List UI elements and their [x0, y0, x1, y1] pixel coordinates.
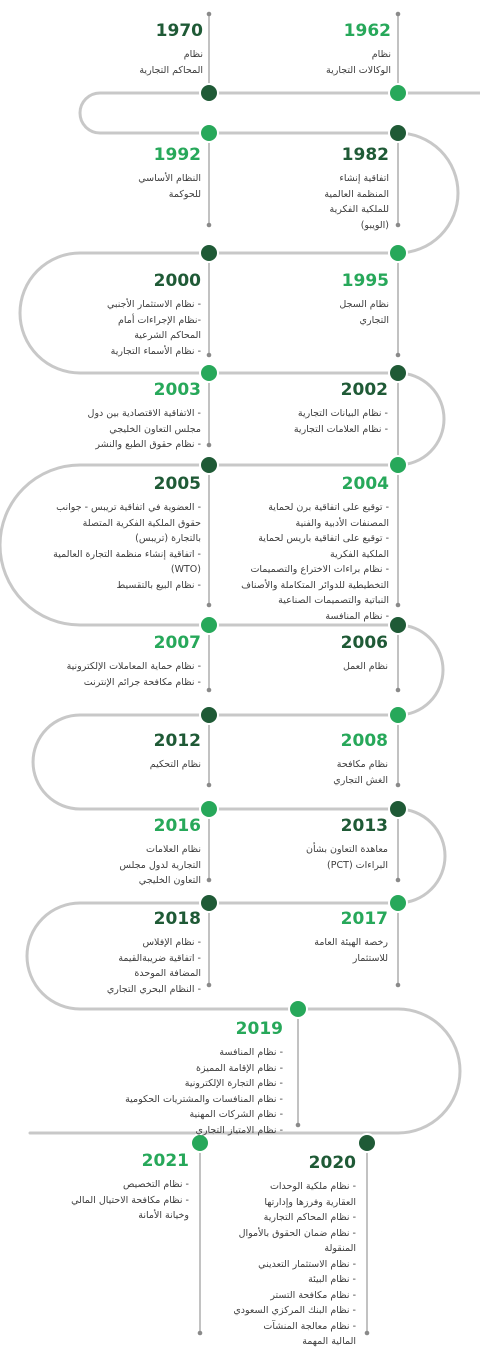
- entry-text-line: - نظام المنافسات والمشتريات الحكومية: [125, 1093, 283, 1105]
- entry-text-line: - نظام مكافحة الاحتيال المالي: [71, 1194, 189, 1206]
- entry-text-line: نظام: [371, 49, 391, 60]
- entry-year: 1982: [341, 145, 389, 165]
- entry-text-line: - نظام الشركات المهنية: [189, 1109, 283, 1120]
- entry-text-line: المحاكم التجارية: [139, 64, 203, 76]
- entry-text-line: - نظام المنافسة: [219, 1047, 283, 1058]
- milestone-dot: [390, 85, 406, 101]
- timeline-entry-1992: [138, 144, 201, 202]
- entry-text-line: الغش التجاري: [333, 774, 388, 786]
- connector-end-dot: [207, 983, 212, 988]
- entry-text-line: - نظام الإفلاس: [142, 937, 201, 948]
- entry-text-line: (الويبو): [360, 219, 389, 231]
- entry-text-line: - نظام حماية المعاملات الإلكترونية: [66, 661, 201, 672]
- entry-text-line: التجاري: [359, 314, 389, 326]
- entry-text-line: نظام: [183, 49, 203, 60]
- entry-text-line: مجلس التعاون الخليجي: [109, 423, 201, 435]
- connector-end-dot: [396, 983, 401, 988]
- timeline-entry-2013: [306, 815, 388, 873]
- connector-end-dot: [207, 603, 212, 608]
- entry-text-line: - نظام حقوق الطبع والنشر: [95, 439, 201, 450]
- entry-text-line: الوكالات التجارية: [326, 64, 391, 76]
- connector-end-dot: [207, 12, 212, 17]
- entry-text-line: - نظام الاستثمار التعديني: [258, 1258, 356, 1270]
- timeline-entry-2007: [67, 632, 201, 690]
- entry-text-line: المحاكم الشرعية: [134, 330, 201, 341]
- milestone-dot: [201, 617, 217, 633]
- connector-end-dot: [396, 12, 401, 17]
- connector-end-dot: [207, 443, 212, 448]
- milestone-dot: [201, 125, 217, 141]
- entry-text-line: نظام التحكيم: [149, 759, 201, 770]
- entry-year: 2008: [340, 731, 388, 751]
- entry-text-line: - نظام البنك المركزي السعودي: [233, 1305, 356, 1316]
- milestone-dot: [201, 707, 217, 723]
- connector-end-dot: [396, 353, 401, 358]
- entry-text-line: الملكية الفكرية: [330, 548, 389, 560]
- entry-text-line: حقوق الملكية الفكرية المتصلة: [82, 517, 201, 529]
- connector-end-dot: [207, 688, 212, 693]
- entry-text-line: المنقولة: [324, 1243, 356, 1254]
- milestone-dot: [390, 617, 406, 633]
- entry-text-line: - نظام المنافسة: [325, 610, 389, 622]
- entry-text-line: - توقيع على اتفاقية باريس لحماية: [258, 533, 389, 544]
- entry-text-line: - نظام الاستثمار الأجنبي: [106, 299, 201, 310]
- entry-text-line: البراءات (PCT): [327, 859, 388, 871]
- timeline-entry-2017: [314, 908, 388, 966]
- connector-end-dot: [365, 1331, 370, 1336]
- entry-text-line: المضافة الموحدة: [134, 968, 201, 979]
- entry-year: 2004: [341, 474, 389, 494]
- entry-year: 2007: [153, 633, 201, 653]
- entry-text-line: - نظام الإقامة المميزة: [196, 1062, 283, 1074]
- entry-text-line: - نظام التجارة الإلكترونية: [184, 1078, 283, 1089]
- entry-text-line: - العضوية في اتفاقية تريبس - جوانب: [56, 502, 201, 513]
- connector-end-dot: [207, 878, 212, 883]
- entry-year: 2005: [153, 474, 201, 494]
- timeline-entry-2003: [88, 379, 201, 453]
- timeline-entry-2012: [150, 730, 201, 773]
- entry-text-line: المصنفات الأدبية والفنية: [295, 517, 389, 529]
- entry-text-line: وخيانة الأمانة: [138, 1210, 189, 1221]
- milestone-dot: [390, 707, 406, 723]
- milestone-dot: [290, 1001, 306, 1017]
- timeline-entry-1970: [139, 20, 203, 78]
- entry-text-line: - نظام مكافحة التستر: [270, 1289, 356, 1301]
- milestone-dot: [359, 1135, 375, 1151]
- entry-text-line: النباتية والتصميمات الصناعية: [278, 595, 389, 606]
- timeline-path: [0, 93, 480, 1133]
- timeline-entry-2018: [107, 908, 201, 997]
- timeline-entry-2020: [233, 1152, 356, 1350]
- entry-text-line: - نظام مكافحة جرائم الإنترنت: [83, 676, 201, 688]
- entry-text-line: - الاتفاقية الاقتصادية بين دول: [87, 408, 201, 419]
- connector-end-dot: [198, 1331, 203, 1336]
- entry-year: 2019: [235, 1019, 283, 1039]
- entry-text-line: - نظام معالجة المنشآت: [263, 1320, 356, 1332]
- entry-year: 2012: [153, 731, 201, 751]
- milestone-dot: [390, 895, 406, 911]
- entry-year: 1995: [341, 271, 389, 291]
- milestone-dot: [390, 457, 406, 473]
- timeline-entry-2016: [119, 815, 201, 889]
- entry-text-line: - توقيع على اتفاقية برن لحماية: [268, 502, 389, 513]
- entry-text-line: - نظام التخصيص: [123, 1179, 189, 1190]
- timeline-entry-1995: [339, 270, 389, 328]
- milestone-dot: [201, 85, 217, 101]
- milestone-dot: [201, 245, 217, 261]
- entry-year: 2006: [340, 633, 388, 653]
- connector-end-dot: [207, 783, 212, 788]
- timeline-entry-2000: [107, 270, 201, 359]
- milestone-dot: [201, 365, 217, 381]
- entry-text-line: نظام العلامات: [146, 844, 201, 855]
- entry-year: 1992: [153, 145, 201, 165]
- timeline-entry-2008: [333, 730, 388, 788]
- entry-text-line: التجارية لدول مجلس: [119, 859, 201, 871]
- entry-text-line: نظام السجل: [339, 299, 389, 310]
- entry-text-line: النظام الأساسي: [138, 173, 201, 184]
- timeline-entry-2021: [71, 1150, 189, 1224]
- milestone-dot: [390, 801, 406, 817]
- entry-text-line: - نظام ملكية الوحدات: [269, 1181, 356, 1192]
- entry-text-line: التعاون الخليجي: [138, 875, 201, 886]
- timeline-entry-2019: [125, 1018, 283, 1138]
- entry-text-line: التخطيطية للدوائر المتكاملة والأصناف: [241, 579, 389, 591]
- entry-text-line: بالتجارة (تريبس): [135, 533, 201, 544]
- entry-text-line: العقارية وفرزها وإدارتها: [264, 1196, 356, 1208]
- connector-end-dot: [207, 353, 212, 358]
- entry-text-line: - اتفاقية إنشاء منظمة التجارة العالمية: [53, 548, 201, 560]
- connector-end-dot: [396, 688, 401, 693]
- timeline-entry-1962: [326, 20, 391, 78]
- milestone-dot: [201, 801, 217, 817]
- entry-text-line: اتفاقية إنشاء: [339, 173, 389, 184]
- entry-text-line: - نظام الامتياز التجاري: [195, 1124, 283, 1136]
- connector-end-dot: [296, 1123, 301, 1128]
- entry-year: 2017: [340, 909, 388, 929]
- connector-end-dot: [207, 223, 212, 228]
- timeline-entry-1982: [324, 144, 389, 233]
- timeline-entry-2005: [53, 473, 201, 593]
- milestone-dot: [390, 365, 406, 381]
- entry-text-line: - نظام الأسماء التجارية: [110, 345, 201, 357]
- entry-text-line: نظام العمل: [342, 661, 388, 672]
- entry-year: 2003: [153, 380, 201, 400]
- entry-text-line: - نظام براءات الاختراع والتصميمات: [250, 564, 389, 575]
- entry-text-line: المنظمة العالمية: [324, 188, 389, 200]
- entry-year: 2013: [340, 816, 388, 836]
- entry-text-line: -نظام الإجراءات أمام: [117, 314, 201, 326]
- entry-year: 2021: [141, 1151, 189, 1171]
- entry-text-line: - نظام البيانات التجارية: [297, 408, 388, 419]
- entry-text-line: (WTO): [170, 564, 201, 575]
- entry-year: 2018: [153, 909, 201, 929]
- entry-text-line: للاستثمار: [352, 952, 388, 964]
- entry-year: 2020: [308, 1153, 356, 1173]
- entry-text-line: - اتفاقية ضريبةالقيمة: [118, 952, 201, 964]
- entry-text-line: - نظام البيع بالتقسيط: [116, 579, 201, 591]
- timeline-entry-2002: [294, 379, 388, 437]
- entry-text-line: المالية المهمة: [302, 1336, 356, 1347]
- connector-end-dot: [396, 603, 401, 608]
- timeline-entry-2006: [341, 632, 388, 675]
- connector-end-dot: [396, 223, 401, 228]
- entry-text-line: للملكية الفكرية: [329, 204, 389, 215]
- entry-year: 2002: [340, 380, 388, 400]
- milestone-dot: [201, 457, 217, 473]
- entry-year: 1970: [155, 21, 203, 41]
- connector-end-dot: [396, 878, 401, 883]
- entry-text-line: - نظام ضمان الحقوق بالأموال: [238, 1227, 356, 1239]
- entry-text-line: نظام مكافحة: [336, 759, 388, 770]
- entry-text-line: - نظام المحاكم التجارية: [263, 1212, 356, 1223]
- entry-text-line: - نظام البيئة: [308, 1274, 356, 1285]
- milestone-dot: [390, 245, 406, 261]
- entry-text-line: - نظام العلامات التجارية: [293, 423, 388, 435]
- connector-end-dot: [396, 783, 401, 788]
- milestone-dot: [390, 125, 406, 141]
- entry-text-line: معاهدة التعاون بشأن: [305, 844, 388, 855]
- entry-text-line: رخصة الهيئة العامة: [314, 937, 388, 948]
- entry-year: 2000: [153, 271, 201, 291]
- timeline-entry-2004: [241, 473, 389, 624]
- entry-text-line: - النظام البحري التجاري: [106, 983, 201, 995]
- entry-year: 1962: [343, 21, 391, 41]
- milestone-dot: [201, 895, 217, 911]
- entry-year: 2016: [153, 816, 201, 836]
- entry-text-line: للحوكمة: [168, 188, 201, 200]
